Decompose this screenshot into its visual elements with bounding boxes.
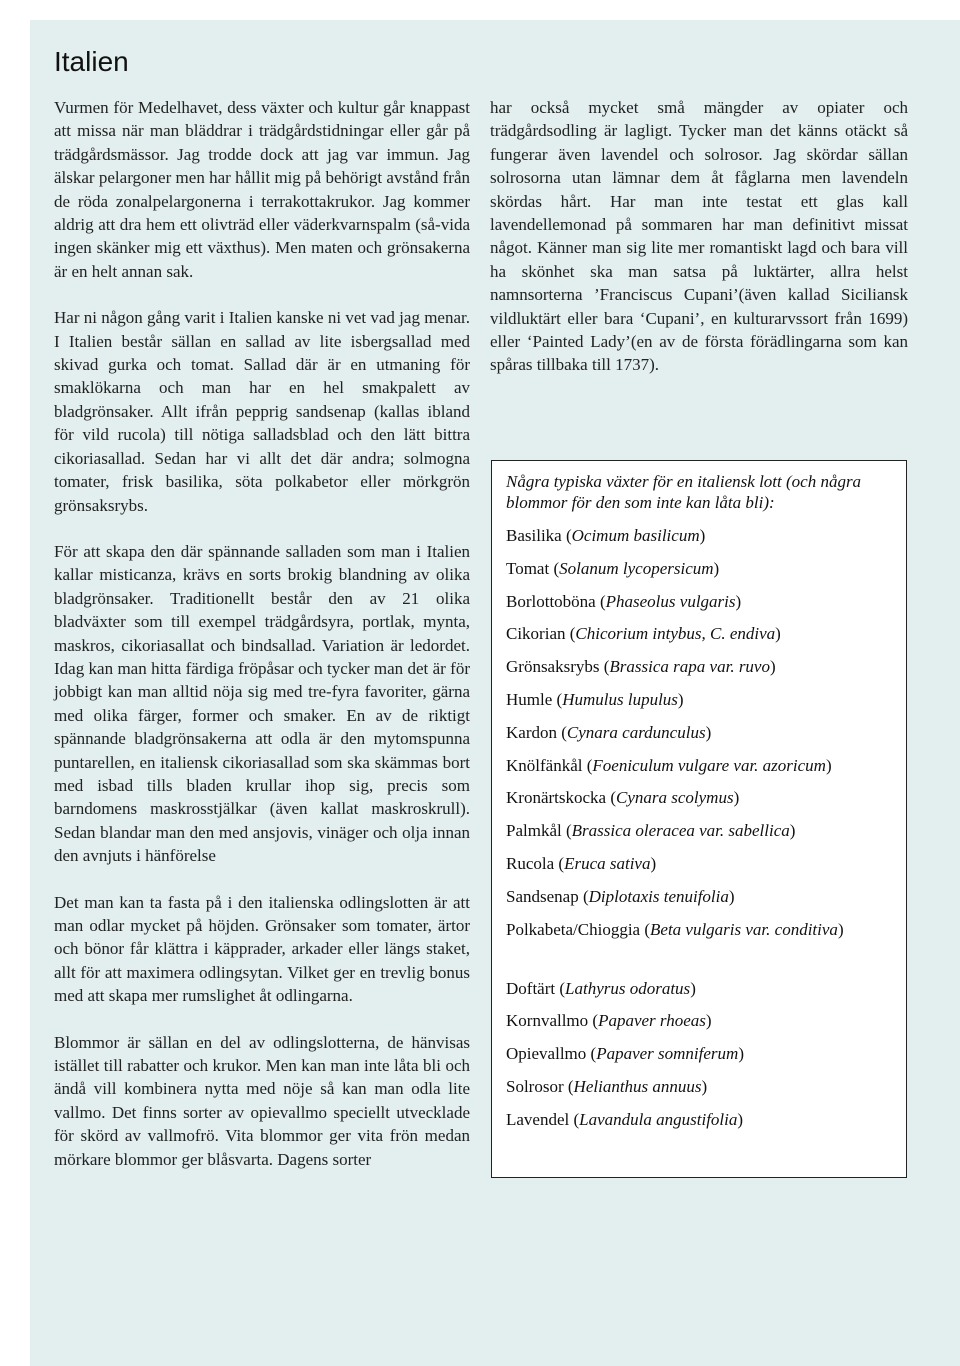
plant-list-item: Lavendel (Lavandula angustifolia) (506, 1109, 744, 1129)
plant-latin-name: Humulus lupulus (562, 689, 678, 709)
plant-common-name: Kornvallmo (506, 1011, 589, 1031)
plant-list-item: Kronärtskocka (Cynara scolymus) (506, 788, 740, 808)
plant-common-name: Borlottoböna (506, 591, 596, 611)
plant-common-name: Grönsaksrybs (506, 657, 600, 677)
plant-list-item: Palmkål (Brassica oleracea var. sabellica) (506, 821, 796, 841)
paragraph: har också mycket små mängder av opiater och trädgårdsodling är lagligt. Tycker man det känns otäckt så fungerar även lavendel och solrosor. Jag skördar sällan solrosorna utan lämnar dem åt fåglarna men lavendeln skördas hårt. Har man inte testat ett glas kall lavendellemonad på sommaren har man definitivt missat något. Känner man sig lite mer romantiskt lagd och bara vill ha skönhet ska man satsa på luktärter, allra helst namnsorterna ’Franciscus Cupani’(även kallad Siciliansk vildluktärt eller bara ‘Cupani’, en kulturarvssort från 1699) eller ‘Painted Lady’(en av de första förädlingarna som kan spåras tillbaka till 1737). (490, 98, 908, 375)
left-text-column (54, 96, 470, 1194)
plant-common-name: Rucola (506, 853, 555, 873)
plant-list-item: Knölfänkål (Foeniculum vulgare var. azoricum) (506, 755, 832, 775)
plant-latin-name: Helianthus annuus (573, 1076, 702, 1096)
plant-latin-name: Cynara cardunculus (566, 722, 706, 742)
plant-common-name: Tomat (506, 558, 550, 578)
plant-common-name: Doftärt (506, 978, 556, 998)
paragraph: Har ni någon gång varit i Italien kanske ni vet vad jag menar. I Italien består sällan en sallad av lite isbergsallad med skivad gurka och tomat. Sallad där är en utmaning för smaklökarna och man har en hel smakpalett av bladgrönsaker. Allt ifrån pepprig sandsenap (kallas ibland för vild rucola) till nötiga salladsblad och den lätt bittra cikoriasallad. Sedan har vi allt det där andra; solmogna tomater, frisk basilika, söta polkabetor eller mörkgrön grönsaksrybs. (54, 308, 470, 515)
plant-list-item: Cikorian (Chicorium intybus, C. endiva) (506, 624, 781, 644)
plant-box-heading: Några typiska växter för en italiensk lott (och några blommor för den som inte kan låta bli): (506, 472, 862, 512)
plant-common-name: Cikorian (506, 624, 566, 644)
paragraph: Vurmen för Medelhavet, dess växter och kultur går knappast att missa när man bläddrar i trädgårdstidningar eller går på trädgårdsmässor. Jag trodde dock att jag var immun. Jag älskar pelargoner men har hållit mig på behörigt avstånd från de röda zonalpelargonerna i terrakottakrukor. Jag kommer aldrig att dra hem ett olivträd eller väderkvarnspalm (så-vida ingen skänker mig ett växthus). Men maten och grönsakerna är en helt annan sak. (54, 98, 470, 281)
plant-common-name: Opievallmo (506, 1044, 587, 1064)
plant-list-item: Sandsenap (Diplotaxis tenuifolia) (506, 886, 735, 906)
plant-latin-name: Lathyrus odoratus (565, 978, 691, 998)
plant-latin-name: Papaver rhoeas (598, 1011, 706, 1031)
plant-latin-name: Lavandula angustifolia (579, 1109, 738, 1129)
plant-common-name: Kronärtskocka (506, 788, 607, 808)
plant-common-name: Sandsenap (506, 886, 579, 906)
plant-common-name: Humle (506, 689, 553, 709)
plant-list-item: Humle (Humulus lupulus) (506, 689, 684, 709)
plant-latin-name: Cynara scolymus (616, 788, 734, 808)
plant-common-name: Lavendel (506, 1109, 570, 1129)
plant-common-name: Polkabeta/Chioggia (506, 919, 641, 939)
paragraph: Blommor är sällan en del av odlingslotterna, de hänvisas istället till rabatter och krukor. Men kan man inte låta bli och ändå vill kombinera nytta med nöje så kan man odla lite vallmo. Det finns sorter av opievallmo speciellt utvecklade för skörd av vallmofrö. Vita blommor ger vita frön medan mörkare blommor ger blåsvarta. Dagens sorter (54, 1032, 470, 1169)
plant-common-name: Solrosor (506, 1076, 564, 1096)
plant-list-item: Basilika (Ocimum basilicum) (506, 526, 706, 545)
plant-latin-name: Papaver somniferum (596, 1044, 739, 1064)
plant-latin-name: Diplotaxis tenuifolia (588, 886, 729, 906)
plant-common-name: Basilika (506, 526, 562, 545)
right-text-column (490, 96, 908, 400)
plant-latin-name: Foeniculum vulgare var. azoricum (592, 755, 826, 775)
paragraph: Det man kan ta fasta på i den italienska odlingslotten är att man odlar mycket på höjden. Grönsaker som tomater, ärtor och bönor får klättra i käpprader, arkader eller längs staket, allt för att maximera odlingsytan. Vilket ger en trevlig bonus med att skapa mer rumslighet åt odlingarna. (54, 892, 470, 1006)
plant-common-name: Kardon (506, 722, 557, 742)
plant-latin-name: Phaseolus vulgaris (605, 591, 736, 611)
plant-list-item: Polkabeta/Chioggia (Beta vulgaris var. conditiva) (506, 919, 844, 939)
plant-list-item: Kardon (Cynara cardunculus) (506, 722, 712, 742)
plant-list-item: Doftärt (Lathyrus odoratus) (506, 978, 696, 998)
plant-list-item: Tomat (Solanum lycopersicum) (506, 558, 720, 578)
plant-latin-name: Beta vulgaris var. conditiva (650, 919, 838, 939)
page-title: Italien (54, 46, 129, 77)
plant-list-item: Grönsaksrybs (Brassica rapa var. ruvo) (506, 657, 776, 677)
paragraph: För att skapa den där spännande salladen som man i Italien kallar misticanza, krävs en sorts brokig blandning av olika bladgrönsaker. Traditionellt består den av 21 olika bladväxter som till exempel trädgårdsyra, portlak, mynta, maskros, cikoriasallat och bindsallad. Variation är ledordet. Idag kan man hitta färdiga fröpåsar och tycker man det är för jobbigt kan man alltid nöja sig med tre-fyra favoriter, gärna med olika färger, former och smaker. En av de riktigt spännande bladgrönsakerna att odla är den mytomspunna puntarellen, en italiensk cikoriasallad som ska skämmas bort med isbad tills bladen krullar ihop sig, precis som barndomens maskrosstjälkar (även kallat maskroskrull). Sedan blandar man den med ansjovis, vinäger och olja innan den avnjuts i hänförelse (54, 541, 470, 866)
plant-list-item: Rucola (Eruca sativa) (506, 853, 657, 873)
plant-latin-name: Chicorium intybus, C. endiva (575, 624, 776, 644)
plant-latin-name: Solanum lycopersicum (559, 558, 714, 578)
plant-list-item: Solrosor (Helianthus annuus) (506, 1076, 708, 1096)
plant-latin-name: Eruca sativa (564, 853, 651, 873)
plant-latin-name: Ocimum basilicum (571, 526, 700, 545)
plant-latin-name: Brassica oleracea var. sabellica (571, 821, 790, 841)
plant-list-box (491, 460, 907, 1178)
plant-list-item: Opievallmo (Papaver somniferum) (506, 1044, 744, 1064)
plant-list-item: Kornvallmo (Papaver rhoeas) (506, 1011, 712, 1031)
plant-common-name: Palmkål (506, 821, 562, 841)
plant-list (506, 525, 892, 1130)
plant-latin-name: Brassica rapa var. ruvo (609, 657, 770, 677)
plant-common-name: Knölfänkål (506, 755, 583, 775)
plant-list-item: Borlottoböna (Phaseolus vulgaris) (506, 591, 742, 611)
